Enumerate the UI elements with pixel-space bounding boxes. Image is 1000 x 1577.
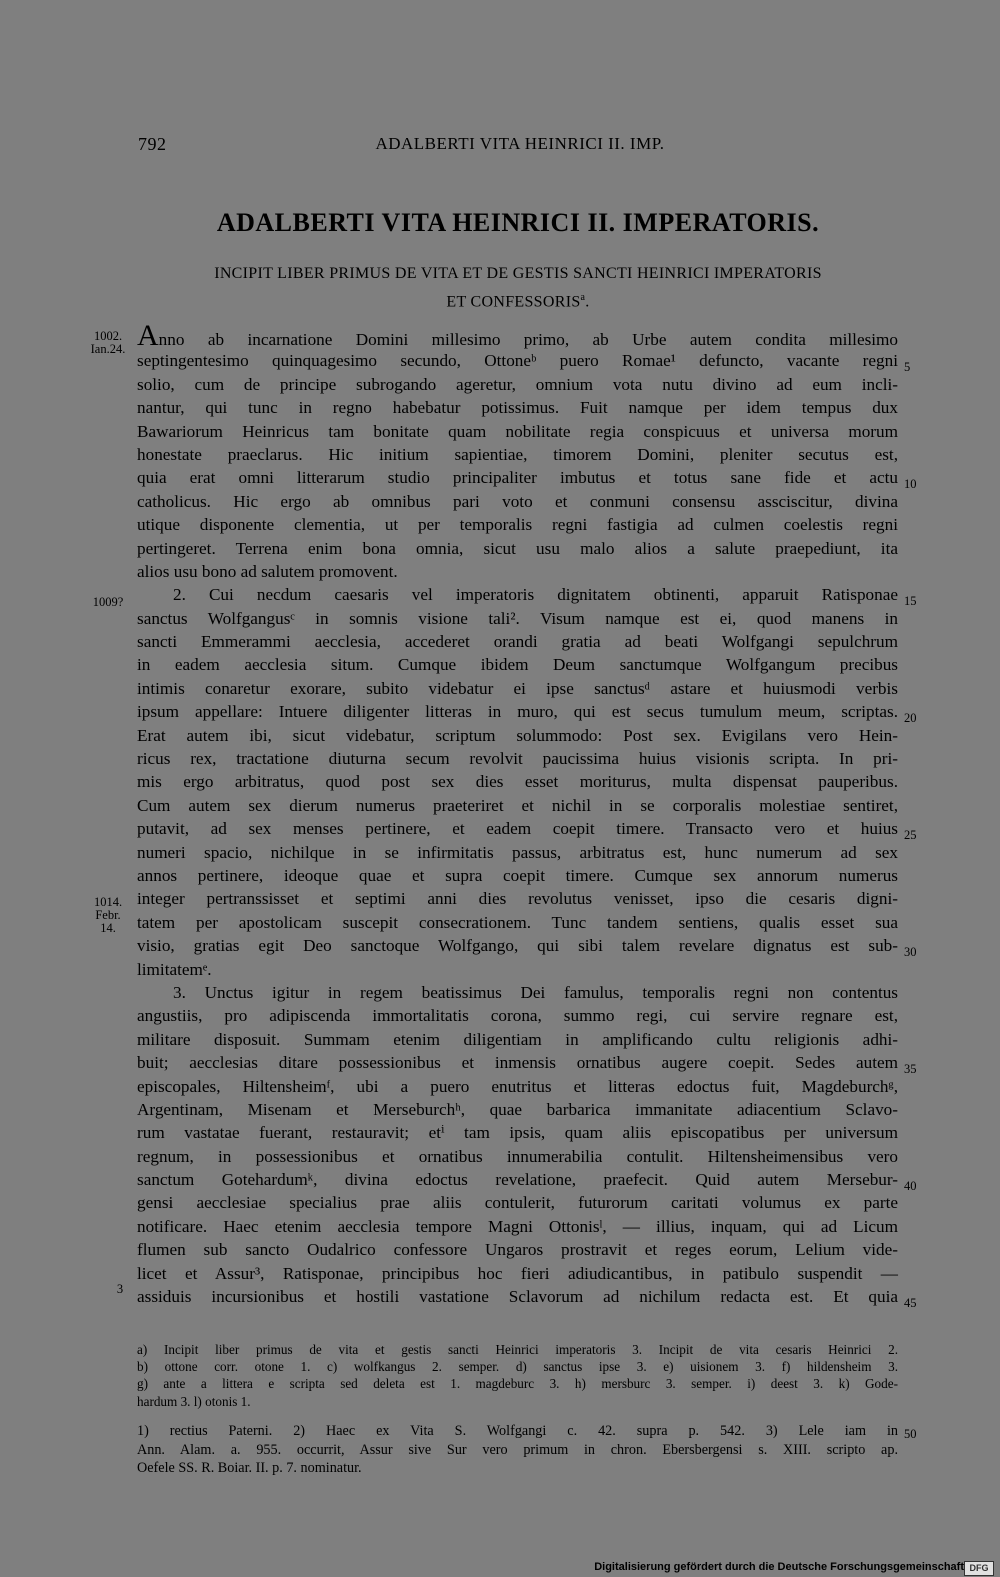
- body-line: in eadem aecclesia situm. Cumque ibidem Deum sanctumque Wolfgangum precibus: [137, 655, 898, 675]
- subtitle: [138, 262, 898, 314]
- line-number-25: 25: [904, 828, 917, 842]
- body-line: annos pertinere, ideoque quae et supra coepit timere. Cumque sex annorum numerus: [137, 865, 898, 885]
- body-line: intimis conaretur exorare, subito videbatur ei ipse sanctusᵈ astare et huiusmodi verbis: [137, 678, 898, 698]
- margin-note-1002-date: Ian.24.: [90, 342, 126, 356]
- footnote-marker-a: a: [580, 292, 586, 303]
- body-line: flumen sub sancto Oudalrico confessore Ungaros prostravit et reges eorum, Lelium vide-: [137, 1240, 898, 1260]
- body-line: sanctus Wolfgangusᶜ in somnis visione tali². Visum namque est ei, quod manens in: [137, 608, 898, 628]
- footnote-line: b) ottone corr. otone 1. c) wolfkangus 2. semper. d) sanctus ipse 3. e) uisionem 3. f) hildensheim 3.: [137, 1359, 898, 1375]
- line-number-35: 35: [904, 1062, 917, 1076]
- body-line: integer pertranssisset et septimi anni dies revolutus venisset, ipso die cesaris digni-: [137, 889, 898, 909]
- body-line: notificare. Haec etenim aecclesia tempore Magni Ottonisˡ, — illius, inquam, qui ad Licum: [137, 1216, 898, 1236]
- body-line: episcopales, Hiltensheimᶠ, ubi a puero enutritus et litteras edoctus fuit, Magdeburchᵍ,: [137, 1076, 898, 1096]
- margin-note-1014-month: Febr.: [95, 908, 121, 922]
- line-number-5: 5: [904, 360, 911, 374]
- margin-note-1014-year: 1014.: [93, 895, 123, 909]
- commentary-notes: [137, 1422, 898, 1478]
- line-number-15: 15: [904, 594, 917, 608]
- body-line: limitatemᵉ.: [137, 959, 212, 979]
- margin-note-1014: [86, 896, 130, 935]
- line-number-45: 45: [904, 1296, 917, 1310]
- body-text: [137, 319, 898, 1308]
- footnote-line: a) Incipit liber primus de vita et gestis sancti Heinrici imperatoris 3. Incipit de vita cesaris Heinrici 2.: [137, 1342, 898, 1357]
- body-line: assiduis incursionibus et hostili vastatione Sclavorum ad nichilum redacta est. Et quia: [137, 1287, 898, 1307]
- body-line: tatem per apostolicam suscepit consecrationem. Tunc tandem sentiens, qualis esset sua: [137, 912, 898, 932]
- body-line: septingentesimo quinquagesimo secundo, Ottoneᵇ puero Romae¹ defuncto, vacante regni: [137, 351, 898, 371]
- body-line: quia erat omni litterarum studio principaliter imbutus et totus sane fide et actu: [137, 468, 898, 488]
- margin-note-1002: [86, 330, 130, 356]
- margin-note-1009-year: 1009?: [92, 595, 124, 609]
- body-line: honestate praeclarus. Hic initium sapientiae, timorem Domini, pleniter secutus est,: [137, 444, 898, 464]
- body-line: Argentinam, Misenam et Merseburchʰ, quae barbarica immanitate adiacentium Sclavo-: [137, 1099, 898, 1119]
- body-line: buit; aecclesias ditare possessionibus et inmensis ornatibus augere coepit. Sedes autem: [137, 1053, 898, 1073]
- margin-note-1002-year: 1002.: [93, 329, 123, 343]
- body-line: Bawariorum Heinricus tam bonitate quam nobilitate regia conspicuus et universa morum: [137, 421, 898, 441]
- margin-note-1009: [86, 596, 130, 609]
- critical-apparatus: [137, 1341, 898, 1410]
- note-line: 1) rectius Paterni. 2) Haec ex Vita S. Wolfgangi c. 42. supra p. 542. 3) Lele iam in: [137, 1423, 898, 1439]
- margin-note-3: [110, 1283, 130, 1296]
- body-line-text: nno ab incarnatione Domini millesimo primo, ab Urbe autem condita millesimo: [158, 330, 898, 349]
- line-number-20: 20: [904, 711, 917, 725]
- body-line: solio, cum de principe subrogando ageretur, omnium vota nutu divino ad eum incli-: [137, 374, 898, 394]
- line-number-10: 10: [904, 477, 917, 491]
- body-line: nantur, qui tunc in regno habebatur potissimus. Fuit namque per idem tempus dux: [137, 398, 898, 418]
- note-line: Oefele SS. R. Boiar. II. p. 7. nominatur.: [137, 1460, 362, 1476]
- body-line: Erat autem ibi, sicut videbatur, scriptum solummodo: Post sex. Evigilans vero Hein-: [137, 725, 898, 745]
- subtitle-dot: .: [585, 293, 590, 311]
- body-line: 2. Cui necdum caesaris vel imperatoris dignitatem obtinenti, apparuit Ratisponae: [173, 585, 898, 605]
- footnote-line: hardum 3. l) otonis 1.: [137, 1393, 251, 1409]
- body-line: ricus rex, tractatione diuturna secum revolvit paucissima huius visionis scripta. In pri-: [137, 749, 898, 769]
- body-line: pertingeret. Terrena enim bona omnia, sicut usu malo alios a salute praepediunt, ita: [137, 538, 898, 558]
- subtitle-line-2-text: ET CONFESSORIS: [446, 293, 581, 311]
- body-line: visio, gratias egit Deo sanctoque Wolfgango, qui sibi talem revelare dignatus est sub-: [137, 936, 898, 956]
- footnote-line: g) ante a littera e scripta sed deleta est 1. magdeburc 3. h) mersburc 3. semper. i) deest 3. k) Gode-: [137, 1376, 898, 1392]
- note-line: Ann. Alam. a. 955. occurrit, Assur sive Sur vero primum in chron. Ebersbergensi s. XIII. scripto ap.: [137, 1441, 898, 1458]
- body-line: Cum autem sex dierum numerus praeteriret et nichil in se corporalis molestiae sentiret,: [137, 795, 898, 815]
- body-line: sanctum Gotehardumᵏ, divina edoctus revelatione, praefecit. Quid autem Mersebur-: [137, 1170, 898, 1190]
- body-line: 3. Unctus igitur in regem beatissimus Dei famulus, temporalis regni non contentus: [173, 982, 898, 1002]
- dfg-logo-icon: DFG: [964, 1561, 994, 1576]
- page-number: 792: [138, 134, 167, 154]
- body-line: alios usu bono ad salutem promovent.: [137, 561, 398, 581]
- initial-letter: A: [137, 319, 159, 352]
- line-number-40: 40: [904, 1179, 917, 1193]
- margin-note-1014-day: 14.: [100, 921, 116, 935]
- body-line: putavit, ad sex menses pertinere, et eadem coepit timere. Transacto vero et huius: [137, 819, 898, 839]
- page-title: ADALBERTI VITA HEINRICI II. IMPERATORIS.: [216, 208, 820, 237]
- body-line: militare disposuit. Summam etenim diligentiam in amplificando cultu religionis adhi-: [137, 1029, 898, 1049]
- subtitle-line-1: INCIPIT LIBER PRIMUS DE VITA ET DE GESTIS SANCTI HEINRICI IMPERATORIS: [214, 265, 822, 282]
- body-line: catholicus. Hic ergo ab omnibus pari voto et conmuni consensu assciscitur, divina: [137, 491, 898, 511]
- line-number-30: 30: [904, 945, 917, 959]
- subtitle-line-2: [138, 286, 898, 314]
- body-line: rum vastatae fuerant, restauravit; etⁱ tam ipsis, quam aliis episcopatibus per universum: [137, 1123, 898, 1143]
- body-line: angustiis, pro adipiscenda immortalitatis corona, summo regi, cui servire regnare est,: [137, 1006, 898, 1026]
- body-line: licet et Assur³, Ratisponae, principibus hoc fieri adiudicantibus, in patibulo suspendit —: [137, 1263, 898, 1283]
- body-line: ipsum appellare: Intuere diligenter litteras in muro, qui est secus tumulum meum, scriptas.: [137, 702, 898, 722]
- body-line: mis ergo arbitratus, quod post sex dies esset moriturus, multa dispensat pauperibus.: [137, 772, 898, 792]
- body-line: utique disponente clementia, ut per temporalis regni fastigia ad culmen coelestis regni: [137, 515, 898, 535]
- digitization-credit: Digitalisierung gefördert durch die Deutsche Forschungsgemeinschaft: [594, 1561, 964, 1573]
- running-head: ADALBERTI VITA HEINRICI II. IMP.: [375, 134, 665, 153]
- line-number-50: 50: [904, 1427, 917, 1441]
- margin-note-3-text: 3: [116, 1282, 124, 1296]
- body-line: gensi aecclesiae specialius prae aliis contulerit, futurorum caritati volumus ex parte: [137, 1193, 898, 1213]
- body-line: regnum, in possessionibus et ornatibus innumerabilia contulit. Hiltensheimensibus vero: [137, 1146, 898, 1166]
- body-line: sancti Emmerammi aecclesia, accederet orandi gratia ad beati Wolfgangi sepulchrum: [137, 632, 898, 652]
- body-line: numeri spacio, nichilque in se infirmitatis passus, arbitratus est, hunc numerum ad sex: [137, 842, 898, 862]
- body-line: [137, 319, 898, 352]
